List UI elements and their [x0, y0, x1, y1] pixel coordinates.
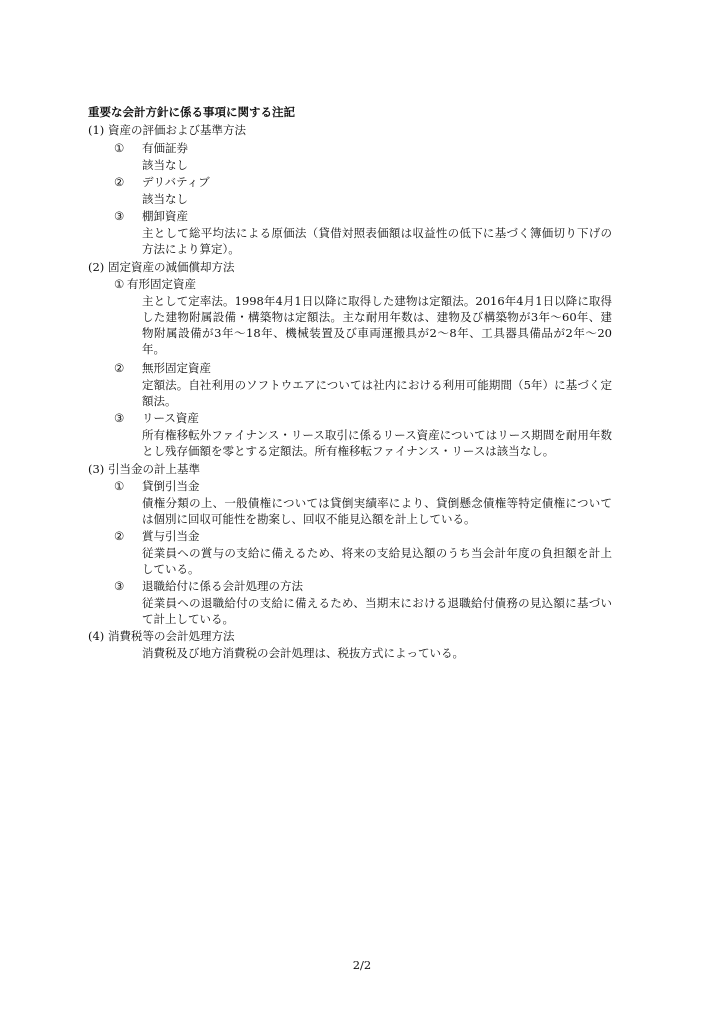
item-body: 従業員への賞与の支給に備えるため、将来の支給見込額のうち当会計年度の負担額を計上している。	[142, 546, 612, 576]
item-label: 無形固定資産	[142, 361, 211, 375]
item-body: 主として定率法。1998年4月1日以降に取得した建物は定額法。2016年4月1日以降に取得した建物附属設備・構築物は定額法。主な耐用年数は、建物及び構築物が3年～60年、建物附属設備が3年～18年、機械装置及び車両運搬具が2～8年、工具器具備品が2年～20年。	[142, 294, 612, 356]
item-number: ①	[114, 141, 125, 155]
item-label: 貸倒引当金	[142, 479, 200, 493]
page-number: 2/2	[352, 958, 372, 972]
item-number: ③	[114, 579, 125, 593]
document-heading: 重要な会計方針に係る事項に関する注記	[88, 105, 295, 119]
item-label: 有価証券	[142, 141, 188, 155]
section-title: (1) 資産の評価および基準方法	[88, 123, 246, 137]
item-body: 消費税及び地方消費税の会計処理は、税抜方式によっている。	[142, 646, 464, 660]
item-label: 退職給付に係る会計処理の方法	[142, 579, 303, 593]
item-number: ③	[114, 411, 125, 425]
item-body: 主として総平均法による原価法（貸借対照表価額は収益性の低下に基づく簿価切り下げの方法により算定）。	[142, 226, 612, 256]
item-body: 所有権移転外ファイナンス・リース取引に係るリース資産についてはリース期間を耐用年数とし残存価額を零とする定額法。所有権移転ファイナンス・リースは該当なし。	[142, 428, 612, 458]
item-number: ②	[114, 529, 125, 543]
item-body: 該当なし	[142, 158, 188, 172]
item-number: ①	[114, 277, 125, 291]
item-number: ②	[114, 175, 125, 189]
item-body: 該当なし	[142, 192, 188, 206]
section-title: (4) 消費税等の会計処理方法	[88, 629, 235, 643]
item-body: 債権分類の上、一般債権については貸倒実績率により、貸倒懸念債権等特定債権については個別に回収可能性を勘案し、回収不能見込額を計上している。	[142, 496, 612, 526]
item-number: ②	[114, 361, 125, 375]
item-label: 有形固定資産	[127, 277, 196, 291]
item-number: ①	[114, 479, 125, 493]
item-label: 棚卸資産	[142, 209, 188, 223]
item-body: 従業員への退職給付の支給に備えるため、当期末における退職給付債務の見込額に基づいて計上している。	[142, 596, 612, 626]
item-number: ③	[114, 209, 125, 223]
item-label: リース資産	[142, 411, 199, 425]
item-body: 定額法。自社利用のソフトウエアについては社内における利用可能期間（5年）に基づく定額法。	[142, 378, 612, 408]
item-label: デリバティブ	[142, 175, 210, 189]
section-title: (2) 固定資産の減価償却方法	[88, 260, 235, 274]
section-title: (3) 引当金の計上基準	[88, 462, 200, 476]
item-label: 賞与引当金	[142, 529, 200, 543]
